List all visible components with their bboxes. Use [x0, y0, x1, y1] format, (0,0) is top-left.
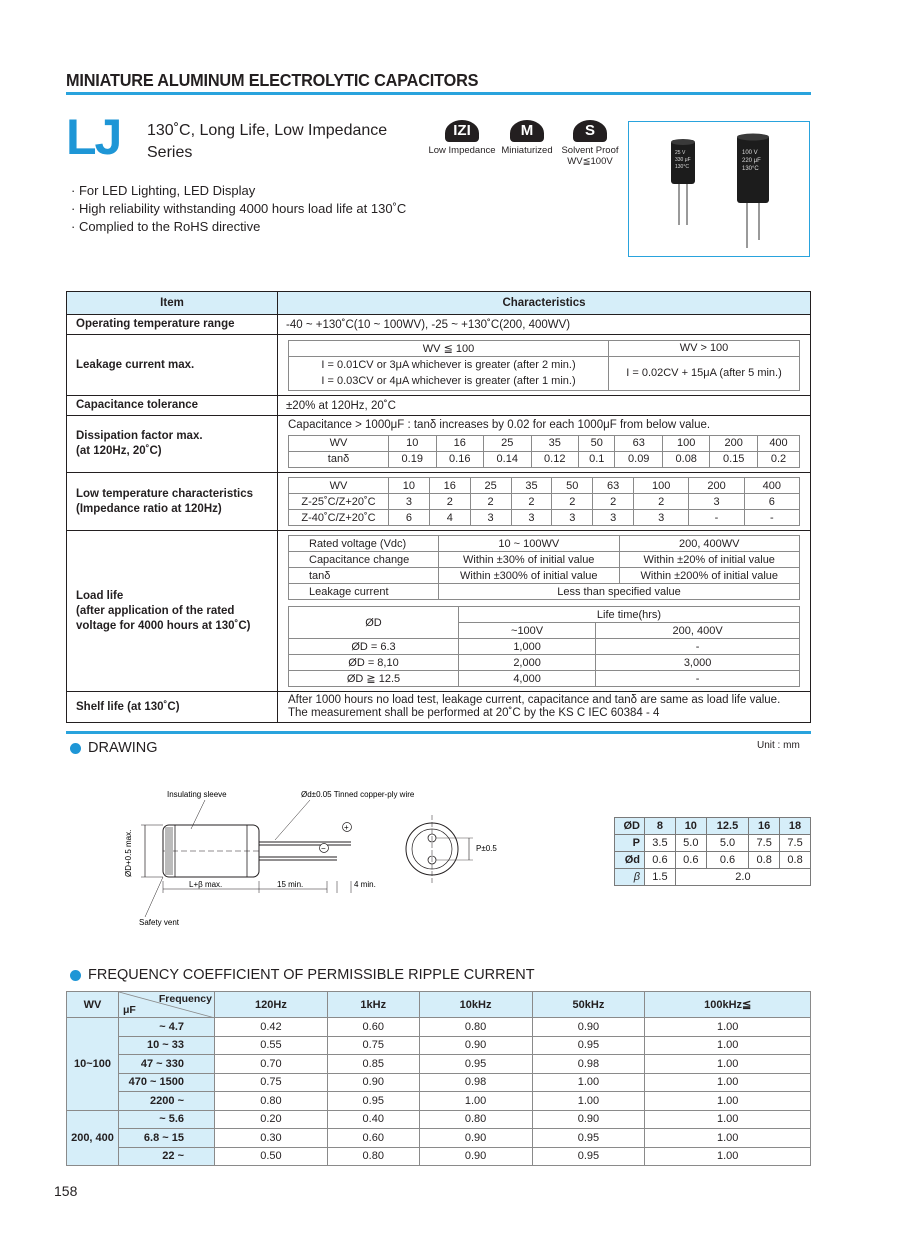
dims-label: β [615, 869, 645, 886]
wv-cell: 35 [531, 435, 579, 451]
spec-col-characteristics: Characteristics [278, 292, 811, 315]
ripple-wv-header: WV [67, 992, 119, 1018]
table-row [67, 1036, 811, 1055]
title-rule [66, 92, 811, 95]
tan-cell: 0.1 [579, 451, 615, 467]
ripple-cell: 0.50 [215, 1147, 328, 1166]
ripple-cap: ~ 5.6 [119, 1110, 215, 1129]
ratio-cell: 2 [470, 494, 511, 510]
ripple-cell: 0.98 [419, 1073, 532, 1092]
ripple-cell: 1.00 [645, 1092, 811, 1111]
ripple-cell: 0.60 [327, 1018, 419, 1037]
leak-value: Less than specified value [439, 584, 800, 600]
leakage-head-a: WV ≦ 100 [289, 340, 609, 356]
solvent-proof-icon: S [573, 120, 607, 142]
badge-sublabel: WV≦100V [567, 156, 613, 167]
life-od: ØD = 8,10 [289, 655, 459, 671]
large-cap-rating: 100 V [742, 150, 758, 156]
ratio-cell: 2 [552, 494, 593, 510]
ripple-cap: 10 ~ 33 [119, 1036, 215, 1055]
spec-row-loadlife [67, 531, 811, 692]
dims-cell: 7.5 [749, 835, 780, 852]
large-cap-capacitance: 220 μF [742, 158, 761, 164]
wv-cell: 16 [436, 435, 484, 451]
dims-cell: 7.5 [780, 835, 811, 852]
feature-item: · Complied to the RoHS directive [71, 219, 261, 234]
ripple-cell: 0.95 [327, 1092, 419, 1111]
vent-label: Safety vent [139, 918, 180, 927]
dims-label: P [615, 835, 645, 852]
spec-item-sub: (after application of the rated [76, 604, 235, 617]
ripple-cap: 22 ~ [119, 1147, 215, 1166]
ripple-cell: 0.30 [215, 1129, 328, 1148]
ripple-cell: 0.80 [419, 1110, 532, 1129]
ripple-cell: 1.00 [645, 1073, 811, 1092]
wv-cell: 10 [389, 478, 430, 494]
lowtemp-table [288, 477, 800, 526]
spec-item: Capacitance tolerance [67, 396, 278, 416]
ripple-cell: 0.42 [215, 1018, 328, 1037]
tan-cell: 0.14 [484, 451, 532, 467]
freq-header: 1kHz [327, 992, 419, 1018]
feature-badges [428, 120, 623, 170]
wv-cell: 25 [470, 478, 511, 494]
lifetime-table [288, 606, 800, 687]
spec-item-sub: voltage for 4000 hours at 130˚C) [76, 619, 251, 632]
capchange-b: Within ±20% of initial value [619, 552, 800, 568]
spec-col-item: Item [67, 292, 278, 315]
dims-cell: 18 [780, 818, 811, 835]
shelf-line-2: The measurement shall be performed at 20˚C by the KS C IEC 60384 - 4 [288, 707, 660, 719]
leakage-a1: I = 0.01CV or 3μA whichever is greater (after 2 min.) [321, 359, 576, 371]
ripple-cell: 1.00 [645, 1147, 811, 1166]
ratio-cell: 2 [634, 494, 689, 510]
ripple-cap: 6.8 ~ 15 [119, 1129, 215, 1148]
life-a: ~100V [459, 623, 596, 639]
life-b: 200, 400V [596, 623, 800, 639]
wv-cell: 35 [511, 478, 552, 494]
lead-diff-label: 4 min. [354, 880, 376, 889]
od-label: ØD [289, 607, 459, 639]
bullet-dot-icon [70, 970, 81, 981]
pitch-label: P±0.5 [476, 844, 497, 853]
wv-cell: 200 [689, 478, 744, 494]
wv-cell: 50 [552, 478, 593, 494]
freq-header: 100kHz≦ [645, 992, 811, 1018]
spec-row-tolerance [67, 396, 811, 416]
section-rule [66, 731, 811, 734]
ripple-cell: 1.00 [645, 1018, 811, 1037]
ripple-cell: 0.70 [215, 1055, 328, 1074]
series-line-2: Series [147, 144, 193, 161]
dissipation-table [288, 435, 800, 468]
leakage-head-b: WV > 100 [609, 340, 800, 356]
life-label: Life time(hrs) [459, 607, 800, 623]
ripple-cell: 0.40 [327, 1110, 419, 1129]
tan-cell: 0.08 [662, 451, 710, 467]
feature-item: · High reliability withstanding 4000 hours load life at 130˚C [71, 201, 407, 216]
table-row [67, 1110, 811, 1129]
badge-label: Low Impedance [428, 145, 496, 156]
ripple-cell: 1.00 [645, 1129, 811, 1148]
wv-cell: 16 [429, 478, 470, 494]
dims-label: Ød [615, 852, 645, 869]
shelf-line-1: After 1000 hours no load test, leakage current, capacitance and tanδ are same as load life value. [288, 694, 781, 706]
freq-header: 120Hz [215, 992, 328, 1018]
ripple-cell: 1.00 [645, 1055, 811, 1074]
ripple-cell: 0.20 [215, 1110, 328, 1129]
wv-cell: 400 [757, 435, 799, 451]
dimension-drawing [105, 785, 525, 935]
ripple-wv-group: 10~100 [67, 1018, 119, 1111]
ratio-cell: 2 [511, 494, 552, 510]
wv-cell: 50 [579, 435, 615, 451]
spec-value: ±20% at 120Hz, 20˚C [278, 396, 811, 416]
dissipation-wv-label: WV [289, 435, 389, 451]
spec-row-leakage [67, 335, 811, 396]
page-number: 158 [54, 1183, 78, 1199]
wv-cell: 100 [662, 435, 710, 451]
spec-item: Load life [76, 589, 124, 602]
ripple-cell: 0.80 [327, 1147, 419, 1166]
tan-cell: 0.09 [615, 451, 663, 467]
spec-row-shelf [67, 692, 811, 723]
spec-item: Dissipation factor max. [76, 430, 203, 442]
lowtemp-row2-label: Z-40˚C/Z+20˚C [289, 510, 389, 526]
dims-cell: 5.0 [706, 835, 748, 852]
ratio-cell: 3 [634, 510, 689, 526]
freq-header: 10kHz [419, 992, 532, 1018]
life-a-value: 2,000 [459, 655, 596, 671]
spec-item: Low temperature characteristics [76, 487, 254, 500]
dims-cell: 0.6 [706, 852, 748, 869]
dimensions-table [614, 817, 811, 886]
dims-cell: 0.6 [645, 852, 676, 869]
ripple-table [66, 991, 811, 1166]
ratio-cell: 3 [389, 494, 430, 510]
tan-label: tanδ [289, 568, 439, 584]
table-row [67, 1129, 811, 1148]
ripple-cap: 47 ~ 330 [119, 1055, 215, 1074]
ripple-cell: 0.60 [327, 1129, 419, 1148]
tan-b: Within ±200% of initial value [619, 568, 800, 584]
ratio-cell: 3 [552, 510, 593, 526]
ripple-cell: 0.75 [215, 1073, 328, 1092]
small-cap-rating: 25 V [675, 150, 686, 156]
lowtemp-wv-label: WV [289, 478, 389, 494]
dims-cell: 10 [675, 818, 706, 835]
ripple-cell: 0.90 [419, 1147, 532, 1166]
freq-header: 50kHz [532, 992, 645, 1018]
ripple-cell: 0.80 [419, 1018, 532, 1037]
ripple-cell: 0.95 [419, 1055, 532, 1074]
tan-cell: 0.16 [436, 451, 484, 467]
dims-cell: 0.8 [780, 852, 811, 869]
tan-cell: 0.19 [389, 451, 437, 467]
ripple-section-title [70, 967, 535, 983]
badge-miniaturized [498, 120, 556, 156]
dims-cell: 2.0 [675, 869, 810, 886]
ripple-title: FREQUENCY COEFFICIENT OF PERMISSIBLE RIPPLE CURRENT [88, 967, 535, 983]
capchange-a: Within ±30% of initial value [439, 552, 620, 568]
ripple-cell: 0.80 [215, 1092, 328, 1111]
sleeve-label: Insulating sleeve [167, 790, 227, 799]
wv-cell: 400 [744, 478, 799, 494]
wv-cell: 25 [484, 435, 532, 451]
low-impedance-icon: IZI [445, 120, 479, 142]
diameter-label: ØD+0.5 max. [124, 829, 133, 877]
wire-label: Ød±0.05 Tinned copper-ply wire [301, 790, 415, 799]
plus-label: + [344, 823, 349, 832]
feature-item: · For LED Lighting, LED Display [71, 183, 256, 198]
wv-cell: 10 [389, 435, 437, 451]
length-label: L+β max. [189, 880, 223, 889]
ratio-cell: 3 [593, 510, 634, 526]
badge-solvent-proof [558, 120, 622, 167]
ripple-cell: 0.90 [327, 1073, 419, 1092]
ripple-cell: 0.85 [327, 1055, 419, 1074]
unit-label: Unit : mm [757, 740, 800, 751]
ripple-cell: 0.95 [532, 1129, 645, 1148]
ripple-cell: 0.55 [215, 1036, 328, 1055]
ripple-cell: 0.95 [532, 1036, 645, 1055]
wv-cell: 63 [615, 435, 663, 451]
spec-row-lowtemp [67, 473, 811, 531]
badge-label: Solvent Proof [561, 145, 619, 156]
spec-row-operating [67, 315, 811, 335]
small-cap-temp: 130°C [675, 164, 689, 170]
dims-cell: 0.6 [675, 852, 706, 869]
spec-item-sub: (Impedance ratio at 120Hz) [76, 502, 222, 515]
ripple-cell: 0.90 [532, 1110, 645, 1129]
dims-cell: 0.8 [749, 852, 780, 869]
life-b-value: - [596, 671, 800, 687]
ripple-cap: 470 ~ 1500 [119, 1073, 215, 1092]
tan-cell: 0.2 [757, 451, 799, 467]
ratio-cell: 6 [744, 494, 799, 510]
tan-a: Within ±300% of initial value [439, 568, 620, 584]
leak-label: Leakage current [289, 584, 439, 600]
life-b-value: 3,000 [596, 655, 800, 671]
spec-header-row [67, 292, 811, 315]
dissipation-note: Capacitance > 1000μF : tanδ increases by 0.02 for each 1000μF from below value. [288, 418, 711, 431]
ripple-cell: 0.90 [419, 1036, 532, 1055]
tan-cell: 0.15 [710, 451, 758, 467]
life-od: ØD = 6.3 [289, 639, 459, 655]
dims-label: ØD [615, 818, 645, 835]
ratio-cell: 2 [429, 494, 470, 510]
ripple-cell: 0.90 [532, 1018, 645, 1037]
ripple-cell: 1.00 [645, 1110, 811, 1129]
leakage-b: I = 0.02CV + 15μA (after 5 min.) [609, 356, 800, 390]
tan-cell: 0.12 [531, 451, 579, 467]
product-photo [628, 121, 810, 257]
miniaturized-icon: M [510, 120, 544, 142]
specifications-table [66, 291, 811, 723]
life-od: ØD ≧ 12.5 [289, 671, 459, 687]
dims-cell: 5.0 [675, 835, 706, 852]
ratio-cell: - [689, 510, 744, 526]
ripple-uf-header: μF [123, 1004, 136, 1016]
capchange-label: Capacitance change [289, 552, 439, 568]
dims-cell: 3.5 [645, 835, 676, 852]
table-row [67, 1092, 811, 1111]
ripple-cap: 2200 ~ [119, 1092, 215, 1111]
series-line-1: 130˚C, Long Life, Low Impedance [147, 122, 388, 139]
ratio-cell: 3 [511, 510, 552, 526]
drawing-section-title [70, 740, 158, 756]
capacitor-photo-icon [629, 122, 811, 258]
dims-cell: 12.5 [706, 818, 748, 835]
ripple-wv-group: 200, 400 [67, 1110, 119, 1166]
ripple-cell: 1.00 [532, 1092, 645, 1111]
dims-cell: 1.5 [645, 869, 676, 886]
spec-row-dissipation [67, 416, 811, 473]
life-a-value: 4,000 [459, 671, 596, 687]
bullet-dot-icon [70, 743, 81, 754]
ratio-cell: 3 [689, 494, 744, 510]
life-a-value: 1,000 [459, 639, 596, 655]
leakage-table [288, 340, 800, 391]
table-row [67, 1073, 811, 1092]
ripple-cell: 0.90 [419, 1129, 532, 1148]
ripple-cell: 1.00 [645, 1036, 811, 1055]
loadlife-change-table [288, 535, 800, 600]
ratio-cell: 2 [593, 494, 634, 510]
wv-cell: 63 [593, 478, 634, 494]
ratio-cell: 4 [429, 510, 470, 526]
table-row [67, 1018, 811, 1037]
badge-low-impedance [428, 120, 496, 156]
leakage-a2: I = 0.03CV or 4μA whichever is greater (after 1 min.) [321, 375, 576, 387]
rated-a: 10 ~ 100WV [439, 536, 620, 552]
ratio-cell: 6 [389, 510, 430, 526]
ripple-cell: 0.75 [327, 1036, 419, 1055]
ripple-cap: ~ 4.7 [119, 1018, 215, 1037]
table-row [67, 1055, 811, 1074]
ripple-cell: 0.95 [532, 1147, 645, 1166]
ratio-cell: - [744, 510, 799, 526]
ripple-cell: 0.98 [532, 1055, 645, 1074]
badge-label: Miniaturized [501, 145, 553, 156]
life-b-value: - [596, 639, 800, 655]
page-title: MINIATURE ALUMINUM ELECTROLYTIC CAPACITORS [66, 70, 479, 90]
drawing-title: DRAWING [88, 740, 158, 756]
lead-min-label: 15 min. [277, 880, 304, 889]
spec-item: Shelf life (at 130˚C) [67, 692, 278, 723]
dims-cell: 16 [749, 818, 780, 835]
spec-item: Leakage current max. [67, 335, 278, 396]
wv-cell: 200 [710, 435, 758, 451]
small-cap-capacitance: 330 μF [675, 157, 691, 163]
dissipation-tan-label: tanδ [289, 451, 389, 467]
feature-list [71, 182, 406, 236]
minus-label: − [321, 844, 326, 853]
series-code: LJ [66, 109, 121, 165]
spec-item-sub: (at 120Hz, 20˚C) [76, 445, 162, 457]
ripple-cell: 1.00 [532, 1073, 645, 1092]
rated-label: Rated voltage (Vdc) [289, 536, 439, 552]
spec-item: Operating temperature range [67, 315, 278, 335]
series-description [147, 120, 387, 164]
spec-value: -40 ~ +130˚C(10 ~ 100WV), -25 ~ +130˚C(200, 400WV) [278, 315, 811, 335]
large-cap-temp: 130°C [742, 166, 759, 172]
table-row [67, 1147, 811, 1166]
rated-b: 200, 400WV [619, 536, 800, 552]
wv-cell: 100 [634, 478, 689, 494]
dims-cell: 8 [645, 818, 676, 835]
ripple-freq-header: Frequency [158, 993, 212, 1005]
ratio-cell: 3 [470, 510, 511, 526]
ripple-cell: 1.00 [419, 1092, 532, 1111]
lowtemp-row1-label: Z-25˚C/Z+20˚C [289, 494, 389, 510]
